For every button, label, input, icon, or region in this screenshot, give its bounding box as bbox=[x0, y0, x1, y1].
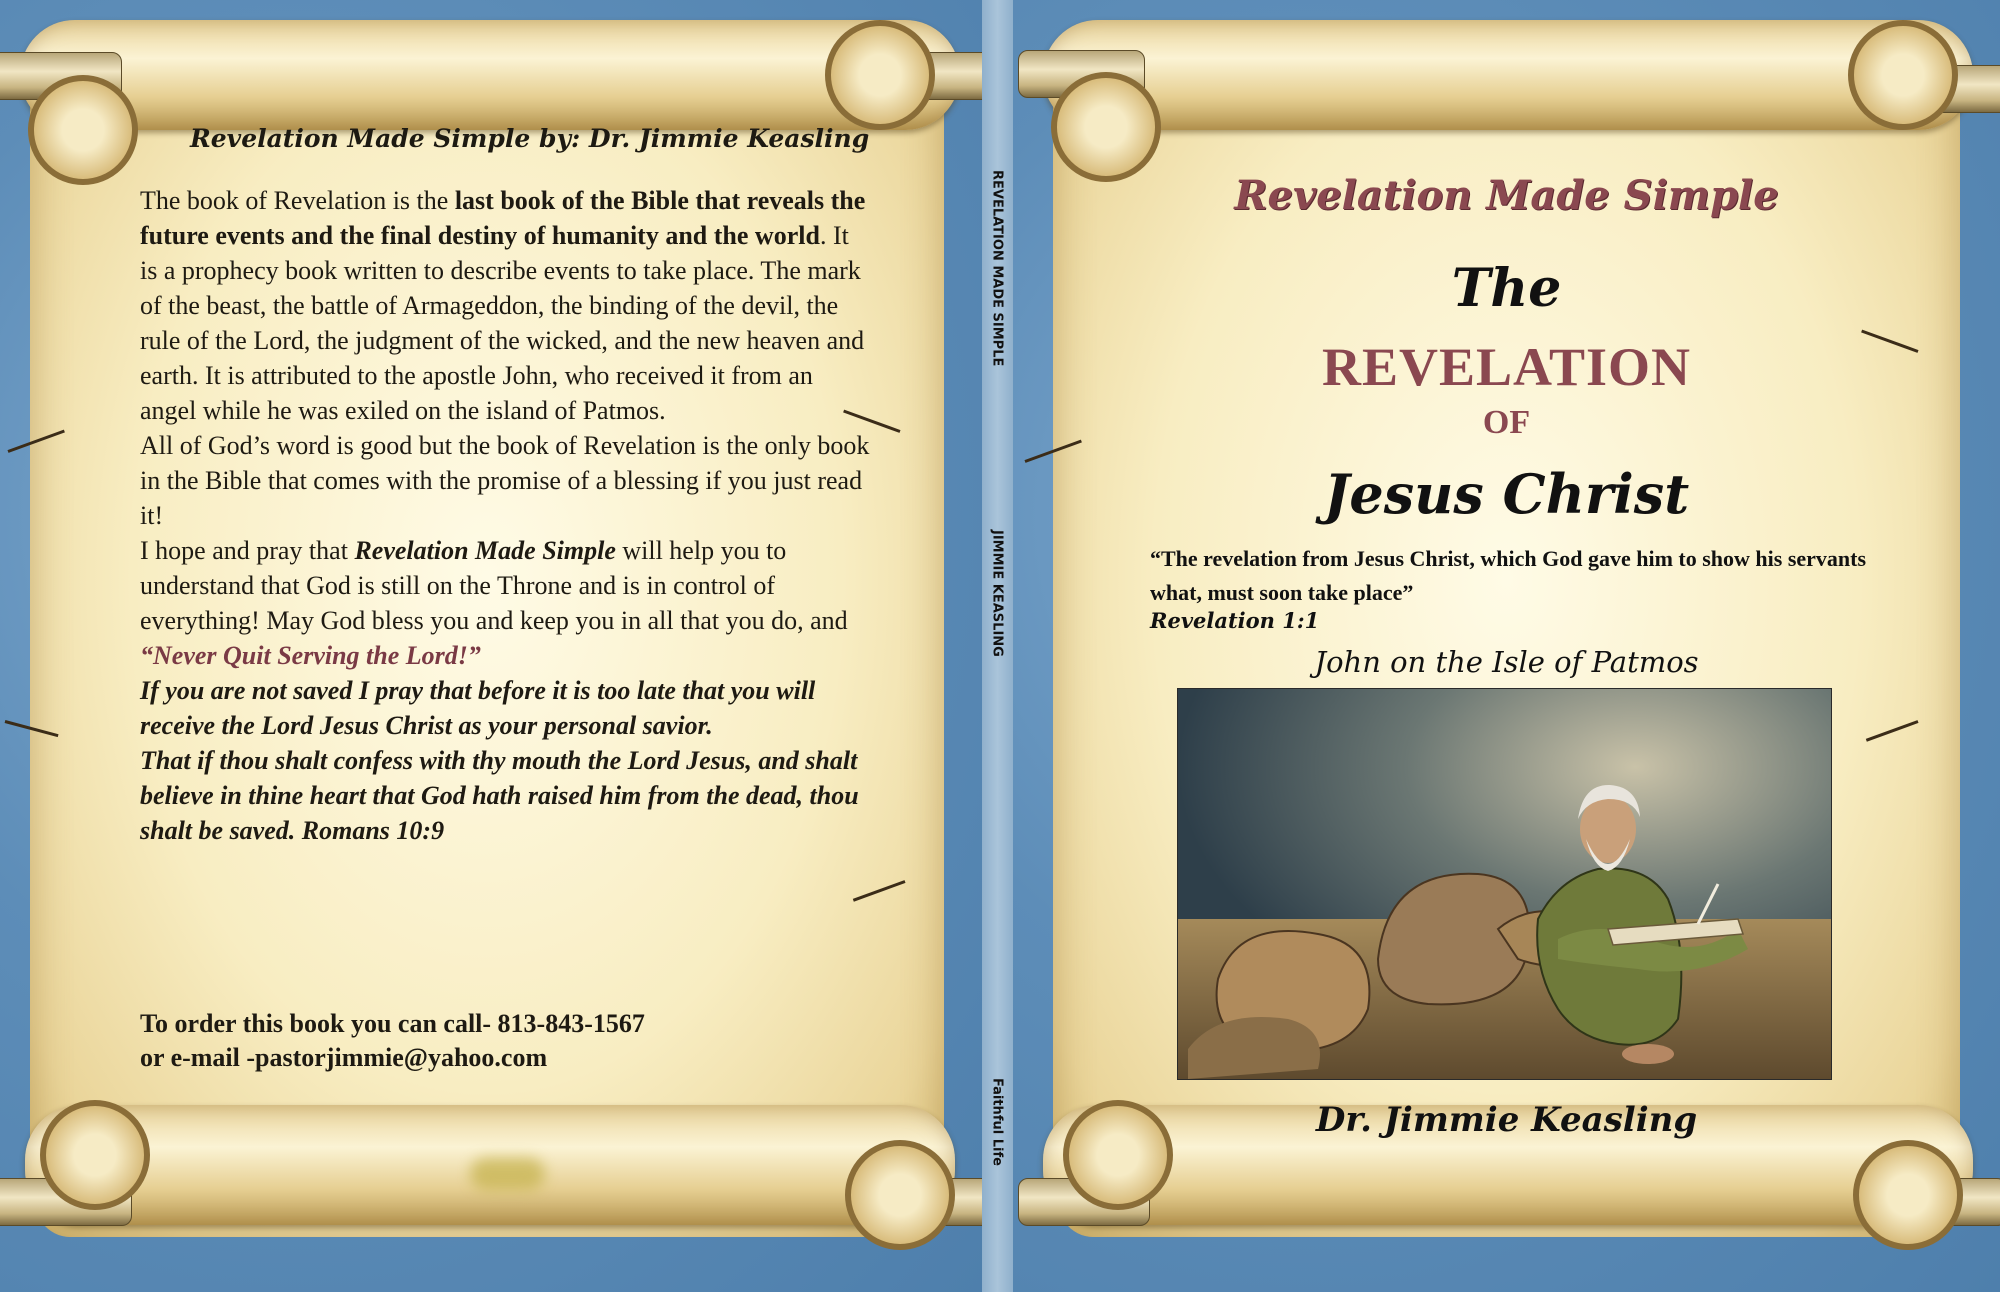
book-title-inline: Revelation Made Simple bbox=[354, 536, 616, 565]
title-jesus-christ: Jesus Christ bbox=[1323, 462, 1690, 526]
back-description bbox=[140, 183, 870, 848]
scripture-reference: Revelation 1:1 bbox=[1150, 608, 1320, 633]
back-cover bbox=[0, 0, 982, 1292]
scroll-curl bbox=[825, 20, 935, 130]
scroll-curl bbox=[40, 1100, 150, 1210]
spine-author: JIMMIE KEASLING bbox=[989, 530, 1005, 657]
top-scroll-roll bbox=[1043, 20, 1973, 130]
john-patmos-painting bbox=[1177, 688, 1832, 1080]
body-text: I hope and pray that bbox=[140, 536, 355, 565]
order-phone: To order this book you can call- 813-843-1567 bbox=[140, 1009, 645, 1038]
front-author: Dr. Jimmie Keasling bbox=[1315, 1100, 1698, 1140]
title-the: The bbox=[1451, 258, 1562, 319]
painting-illustration bbox=[1178, 689, 1831, 1079]
front-cover bbox=[1013, 0, 2000, 1292]
painting-caption: John on the Isle of Patmos bbox=[1314, 645, 1699, 679]
body-text: . It is a prophecy book written to describe events to take place. The mark of the beast, the battle of Armageddon, the binding of the devil, the rule of the Lord, the judgment of the wicked, and the new heaven and earth. It is attributed to the apostle John, who received it from an angel while he was exiled on the island of Patmos. bbox=[140, 221, 865, 425]
body-text: All of God’s word is good but the book of Revelation is the only book in the Bible that comes with the promise of a blessing if you just read it! bbox=[140, 431, 870, 530]
series-title: Revelation Made Simple bbox=[1234, 172, 1779, 219]
motto-text: “Never Quit Serving the Lord!” bbox=[140, 641, 481, 670]
body-text: will help you to understand that God is still on the Throne and is in control of everything! May God bless you and keep you in all that you do, and bbox=[140, 536, 848, 635]
title-of: OF bbox=[1482, 404, 1531, 441]
scroll-curl bbox=[1848, 20, 1958, 130]
body-text-bold: last book of the Bible that reveals the future events and the final destiny of humanity and the world bbox=[140, 186, 866, 250]
spine-title: REVELATION MADE SIMPLE bbox=[989, 170, 1005, 367]
scripture-text: That if thou shalt confess with thy mouth the Lord Jesus, and shalt believe in thine heart that God hath raised him from the dead, thou shalt be saved. Romans 10:9 bbox=[140, 746, 859, 845]
scroll-curl bbox=[1853, 1140, 1963, 1250]
title-revelation: REVELATION bbox=[1321, 337, 1692, 397]
top-scroll-roll bbox=[20, 20, 960, 130]
salvation-text: If you are not saved I pray that before it is too late that you will receive the Lord Jesus Christ as your personal savior. bbox=[140, 676, 816, 740]
spine bbox=[982, 0, 1013, 1292]
body-text: The book of Revelation is the bbox=[140, 186, 455, 215]
scripture-quote: “The revelation from Jesus Christ, which God gave him to show his servants what, must soon take place” bbox=[1150, 546, 1867, 605]
scroll-curl bbox=[845, 1140, 955, 1250]
order-info bbox=[140, 1007, 840, 1075]
scroll-curl bbox=[28, 75, 138, 185]
back-header: Revelation Made Simple by: Dr. Jimmie Keasling bbox=[190, 124, 870, 153]
spine-publisher: Faithful Life bbox=[989, 1078, 1005, 1166]
barcode-smudge bbox=[470, 1158, 545, 1190]
scroll-curl bbox=[1051, 72, 1161, 182]
order-email: or e-mail -pastorjimmie@yahoo.com bbox=[140, 1043, 548, 1072]
